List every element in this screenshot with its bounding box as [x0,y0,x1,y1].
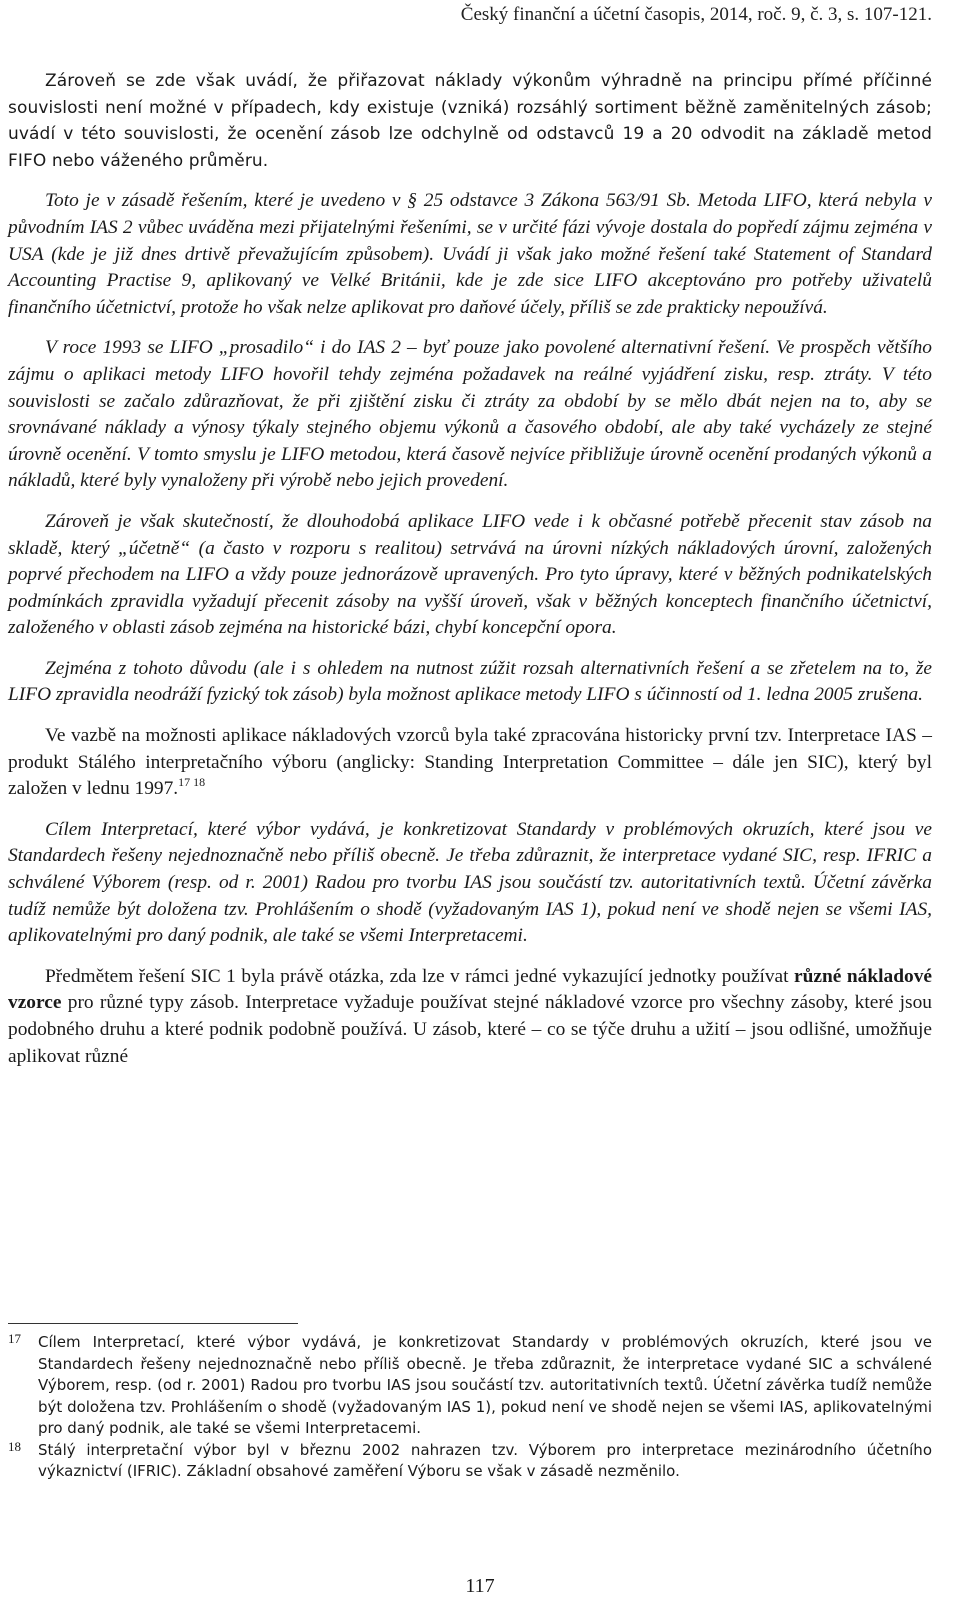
footnote-number: 18 [8,1438,21,1454]
paragraph-6 [8,723,932,803]
paragraph-1: Zároveň se zde však uvádí, že přiřazovat náklady výkonům výhradně na principu přímé příčinné souvislosti není možné v případech, kdy existuje (vzniká) rozsáhlý sortiment běžně zaměnitelných zásob; uvádí v této souvislosti, že ocenění zásob lze odchylně od odstavců 19 a 20 odvodit na základě metod FIFO nebo váženého průměru. [8,71,932,171]
footnotes [8,1332,932,1483]
paragraph-4: Zároveň je však skutečností, že dlouhodobá aplikace LIFO vede i k občasné potřebě přecenit stav zásob na skladě, který „účetně“ (a často v rozporu s realitou) setrvává na úrovni nízkých nákladových úrovní, založených poprvé přechodem na LIFO a vždy pouze jednorázově upravených. Pro tyto úpravy, které v běžných podnikatelských podmínkách zpravidla vyžadují přecenit zásoby na vyšší úroveň, však v běžných konceptech finančního účetnictví, založeného v oblasti zásob zejména na historické bázi, chybí koncepční opora. [8,510,932,639]
footnote-18 [8,1440,932,1483]
running-header: Český finanční a účetní časopis, 2014, roč. 9, č. 3, s. 107-121. [460,4,932,25]
footnote-number: 17 [8,1331,21,1346]
paragraph-8-text-b: pro různé typy zásob. Interpretace vyžaduje používat stejné nákladové vzorce pro všechny zásoby, které jsou podobného druhu a které podnik podobně používá. U zásob, které – co se týče druhu a užití – jsou odlišné, umožňuje aplikovat různé [8,992,932,1067]
footnote-17 [8,1332,932,1440]
footnote-reference: 17 18 [178,775,206,790]
paragraph-7: Cílem Interpretací, které výbor vydává, je konkretizovat Standardy v problémových okruzích, které jsou ve Standardech řešeny nejednoznačně nebo příliš obecně. Je třeba zdůraznit, že interpretace vydané SIC, resp. IFRIC a schválené Výborem (resp. od r. 2001) Radou pro tvorbu IAS jsou součástí tzv. autoritativních textů. Účetní závěrka tudíž nemůže být doložena tzv. Prohlášením o shodě (vyžadovaným IAS 1), pokud není ve shodě nejen se všemi IAS, aplikovatelnými pro daný podnik, ale také se všemi Interpretacemi. [8,818,932,947]
paragraph-8-text-a: Předmětem řešení SIC 1 byla právě otázka, zda lze v rámci jedné vykazující jednotky používat [45,965,795,987]
page-number: 117 [465,1575,495,1597]
paragraph-3: V roce 1993 se LIFO „prosadilo“ i do IAS 2 – byť pouze jako povolené alternativní řešení. Ve prospěch většího zájmu o aplikaci metody LIFO hovořil tehdy zejména požadavek na reálné vyjádření zisku, resp. ztráty. V této souvislosti se začalo zdůrazňovat, že při zjištění zisku či ztráty za období by se mělo dbát nejen na to, aby se srovnávané náklady a výnosy týkaly stejného objemu výkonů a časového období, ale aby také vycházely ze stejné úrovně ocenění. V tomto smyslu je LIFO metodou, která časově nejvíce přibližuje úrovně ocenění prodaných výkonů a nákladů, které byly vynaloženy při výrobě nebo jejich provedení. [8,337,932,492]
paragraph-2: Toto je v zásadě řešením, které je uvedeno v § 25 odstavce 3 Zákona 563/91 Sb. Metoda LIFO, která nebyla v původním IAS 2 vůbec uváděna mezi přijatelnými řešeními, se v určité fázi vývoje dostala do popředí zájmu zejména v USA (kde je již dnes drtivě převažujícím způsobem). Uvádí ji však jako možné řešení také Statement of Standard Accounting Practise 9, aplikovaný ve Velké Británii, kde je zde sice LIFO akceptováno pro potřeby uživatelů finančního účetnictví, protože ho však nelze aplikovat pro daňové účely, příliš se zde prakticky nepoužívá. [8,190,932,318]
paragraph-6-text: Ve vazbě na možnosti aplikace nákladových vzorců byla také zpracována historicky první tzv. Interpretace IAS – produkt Stálého interpretačního výboru (anglicky: Standing Interpretation Committee – dále jen SIC), který byl založen v lednu 1997. [8,725,932,800]
paragraph-5: Zejména z tohoto důvodu (ale i s ohledem na nutnost zúžit rozsah alternativních řešení a se zřetelem na to, že LIFO zpravidla neodráží fyzický tok zásob) byla možnost aplikace metody LIFO s účinností od 1. ledna 2005 zrušena. [8,657,932,706]
footnote-separator [8,1323,298,1324]
footnote-text: Stálý interpretační výbor byl v březnu 2002 nahrazen tzv. Výborem pro interpretace mezinárodního účetního výkaznictví (IFRIC). Základní obsahové zaměření Výboru se však v zásadě nezměnilo. [38,1440,932,1480]
paragraph-8 [8,964,932,1070]
paragraph-8-bold: různé nákladové vzorce [8,965,932,1014]
article-body [8,68,932,1084]
footnote-text: Cílem Interpretací, které výbor vydává, je konkretizovat Standardy v problémových okruzích, které jsou ve Standardech řešeny nejednoznačně nebo příliš obecně. Je třeba zdůraznit, že interpretace vydané SIC a schválené Výborem, resp. (od r. 2001) Radou pro tvorbu IAS jsou součástí tzv. autoritativních textů. Účetní závěrka tudíž nemůže být doložena tzv. Prohlášením o shodě (vyžadovaným IAS 1), pokud není ve shodě nejen se všemi IAS, aplikovatelnými pro daný podnik, ale také se všemi Interpretacemi. [38,1333,932,1437]
